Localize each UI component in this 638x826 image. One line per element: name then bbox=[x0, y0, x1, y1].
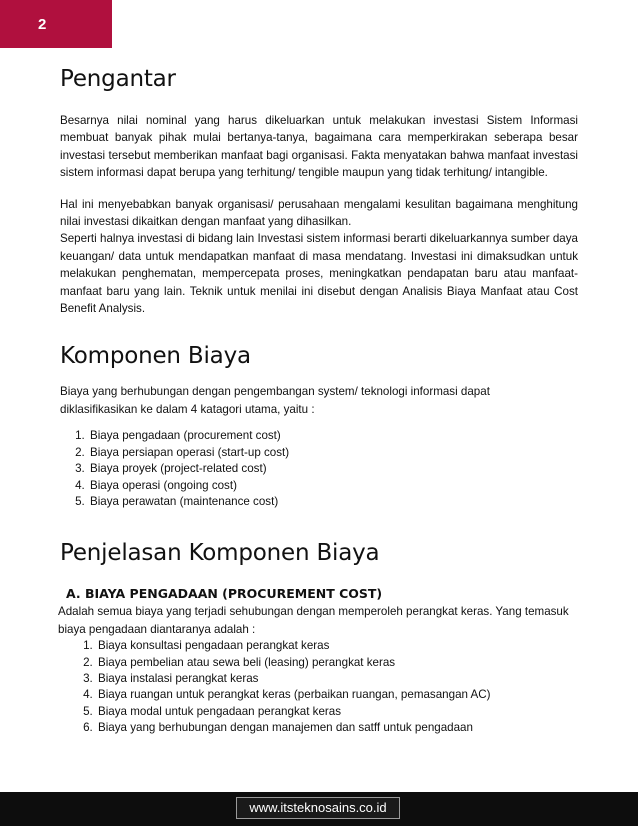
page-content bbox=[60, 66, 578, 737]
section-title-komponen-biaya: Komponen Biaya bbox=[60, 343, 251, 370]
page-number: 2 bbox=[38, 16, 47, 33]
list-item: 1. Biaya pengadaan (procurement cost) bbox=[88, 428, 578, 444]
footer-bar bbox=[0, 792, 638, 826]
subsection-title: A. BIAYA PENGADAAN (PROCUREMENT COST) bbox=[66, 586, 383, 602]
list-item: 6. Biaya yang berhubungan dengan manajemen dan satff untuk pengadaan bbox=[96, 720, 578, 736]
list-item: 2. Biaya persiapan operasi (start-up cost) bbox=[88, 445, 578, 461]
list-item: 4. Biaya ruangan untuk perangkat keras (perbaikan ruangan, pemasangan AC) bbox=[96, 687, 578, 703]
list-item: 5. Biaya perawatan (maintenance cost) bbox=[88, 494, 578, 510]
pengantar-paragraph-2: Hal ini menyebabkan banyak organisasi/ perusahaan mengalami kesulitan bagaimana menghitung nilai investasi dikaitkan dengan manfaat yang dihasilkan. bbox=[60, 197, 578, 229]
list-item: 3. Biaya proyek (project-related cost) bbox=[88, 461, 578, 477]
list-item: 4. Biaya operasi (ongoing cost) bbox=[88, 478, 578, 494]
penjelasan-intro: Adalah semua biaya yang terjadi sehubungan dengan memperoleh perangkat keras. Yang temasuk biaya pengadaan diantaranya adalah : bbox=[58, 605, 569, 636]
list-item: 1. Biaya konsultasi pengadaan perangkat keras bbox=[96, 638, 578, 654]
komponen-intro: Biaya yang berhubungan dengan pengembangan system/ teknologi informasi dapat diklasifikasikan ke dalam 4 katagori utama, yaitu : bbox=[60, 385, 490, 416]
pengantar-paragraph-1: Besarnya nilai nominal yang harus dikeluarkan untuk melakukan investasi Sistem Informasi membuat banyak pihak mulai bertanya-tanya, bagaimana cara memperkirakan seberapa besar investasi tersebut memberikan manfaat bagi organisasi. Fakta menyatakan bahwa manfaat investasi sistem informasi dapat berupa yang terhitung/ tengible maupun yang tidak terhitung/ intangible. bbox=[60, 114, 578, 180]
page-number-badge bbox=[0, 0, 112, 48]
footer-url[interactable]: www.itsteknosains.co.id bbox=[236, 797, 400, 819]
list-item: 2. Biaya pembelian atau sewa beli (leasing) perangkat keras bbox=[96, 655, 578, 671]
list-item: 3. Biaya instalasi perangkat keras bbox=[96, 671, 578, 687]
list-item: 5. Biaya modal untuk pengadaan perangkat keras bbox=[96, 704, 578, 720]
pengantar-paragraph-3: Seperti halnya investasi di bidang lain Investasi sistem informasi berarti dikeluarkannya sumber daya keuangan/ data untuk mendapatkan manfaat di masa mendatang. Investasi ini dimaksudkan untuk melakukan penghematan, mempercepata proses, meningkatkan pendapatan baru atau manfaat-manfaat baru yang lain. Teknik untuk menilai ini disebut dengan Analisis Biaya Manfaat atau Cost Benefit Analysis. bbox=[60, 232, 578, 316]
penjelasan-list bbox=[60, 638, 578, 736]
section-title-penjelasan: Penjelasan Komponen Biaya bbox=[60, 540, 380, 567]
komponen-list bbox=[60, 428, 578, 510]
section-title-pengantar: Pengantar bbox=[60, 66, 176, 92]
